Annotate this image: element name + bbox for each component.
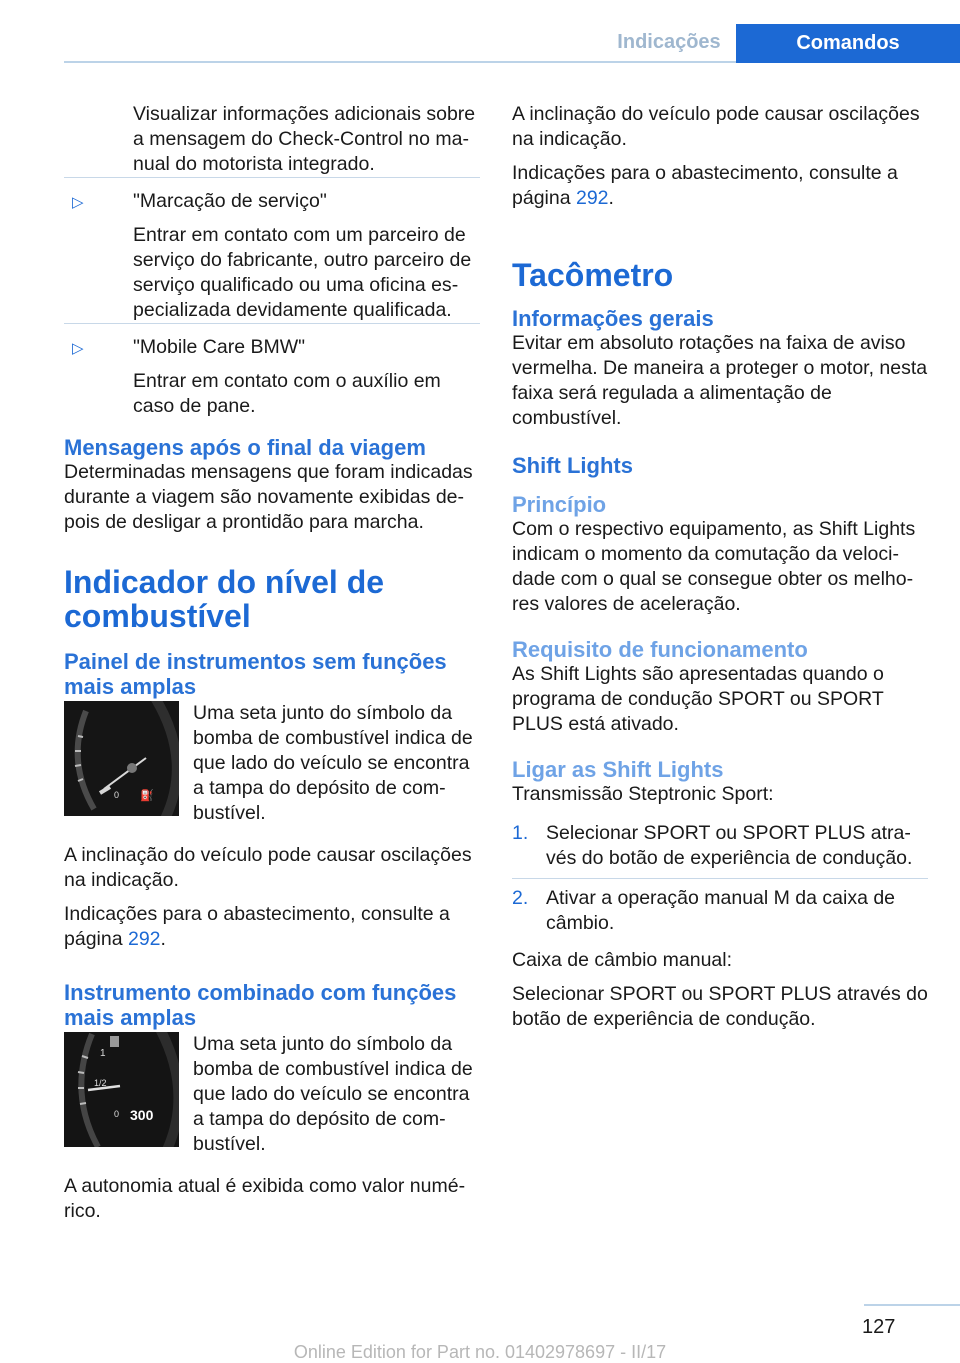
section-heading: Shift Lights xyxy=(512,453,633,478)
paragraph: A inclinação do veículo pode causar oscilações na indicação. xyxy=(512,103,920,150)
page-link[interactable]: 292 xyxy=(575,187,609,209)
text: . xyxy=(160,928,166,950)
combined-instrument-image xyxy=(64,1032,179,1147)
section-heading: Instrumento combinado com funções mais amplas xyxy=(64,980,457,1030)
paragraph: Transmissão Steptronic Sport: xyxy=(512,783,774,805)
page-number: 127 xyxy=(862,1316,896,1338)
svg-text:0: 0 xyxy=(114,1109,120,1119)
bullet-text: Entrar em contato com um parceiro de serviço do fabricante, outro parceiro de serviço qualificado ou uma oficina especializada devidamente qualificada. xyxy=(133,224,472,321)
left-column xyxy=(64,102,480,1233)
text: Indicações para o abastecimento, consulte a página xyxy=(512,162,898,209)
paragraph xyxy=(64,902,480,952)
paragraph: A inclinação do veículo pode causar oscilações na indicação. xyxy=(64,844,472,891)
step-text: Ativar a operação manual M da caixa de câmbio. xyxy=(546,887,896,934)
divider xyxy=(64,323,480,324)
bullet-item xyxy=(64,189,480,323)
step-text: Selecionar SPORT ou SPORT PLUS através do botão de experiência de condução. xyxy=(546,822,913,869)
paragraph: As Shift Lights são apresentadas quando o programa de condução SPORT ou SPORT PLUS está ativado. xyxy=(512,663,884,735)
paragraph: Evitar em absoluto rotações na faixa de aviso vermelha. De maneira a proteger o motor, nesta faixa será regulada a alimentação de combustível. xyxy=(512,332,928,429)
page-link[interactable]: 292 xyxy=(127,928,161,950)
step-number: 1. xyxy=(512,822,529,844)
text: . xyxy=(608,187,614,209)
bullet-triangle-icon: ▷ xyxy=(72,340,84,357)
right-column xyxy=(512,102,928,1041)
text: Indicações para o abastecimento, consulte a página xyxy=(64,903,450,950)
bullet-triangle-icon: ▷ xyxy=(72,194,84,211)
footer-rule xyxy=(864,1304,960,1306)
paragraph: Determinadas mensagens que foram indicadas durante a viagem são novamente exibidas depois de desligar a prontidão para marcha. xyxy=(64,461,473,533)
paragraph: Selecionar SPORT ou SPORT PLUS através do botão de experiência de condução. xyxy=(512,983,928,1030)
divider xyxy=(64,177,480,178)
subsection-heading: Ligar as Shift Lights xyxy=(512,757,724,782)
paragraph: Com o respectivo equipamento, as Shift Lights indicam o momento da comutação da velocidade com o qual se consegue obter os melhores valores de aceleração. xyxy=(512,518,916,615)
edition-footer: Online Edition for Part no. 01402978697 - II/17 xyxy=(293,1342,667,1362)
fuel-gauge-icon xyxy=(64,1032,179,1147)
svg-text:300: 300 xyxy=(130,1107,154,1123)
section-heading: Mensagens após o final da viagem xyxy=(64,435,426,460)
svg-text:0: 0 xyxy=(114,790,120,800)
figure-row xyxy=(64,1032,480,1166)
section-heading: Painel de instrumentos sem funções mais amplas xyxy=(64,649,447,699)
subsection-heading: Princípio xyxy=(512,492,607,517)
fuel-gauge-image xyxy=(64,701,179,816)
tab-indicacoes[interactable]: Indicações xyxy=(617,31,721,53)
bullet-title: "Marcação de serviço" xyxy=(133,190,327,212)
section-heading: Informações gerais xyxy=(512,306,714,331)
paragraph: Caixa de câmbio manual: xyxy=(512,949,733,971)
paragraph: A autonomia atual é exibida como valor numérico. xyxy=(64,1175,466,1222)
numbered-step xyxy=(512,821,928,871)
svg-text:⛽: ⛽ xyxy=(140,789,154,802)
figure-row xyxy=(64,701,480,835)
chapter-heading: Indicador do nível de combustível xyxy=(64,564,385,634)
figure-caption: Uma seta junto do símbolo da bomba de combustível indica de que lado do veículo se encontra a tampa do depósito de combustível. xyxy=(193,702,473,824)
divider xyxy=(512,878,928,879)
step-number: 2. xyxy=(512,887,529,909)
subsection-heading: Requisito de funcionamento xyxy=(512,637,808,662)
bullet-item xyxy=(64,335,480,419)
fuel-gauge-icon xyxy=(64,701,179,816)
chapter-heading: Tacômetro xyxy=(512,257,674,293)
tab-comandos[interactable]: Comandos xyxy=(736,24,960,63)
numbered-step xyxy=(512,886,928,936)
bullet-title: "Mobile Care BMW" xyxy=(133,336,306,358)
paragraph xyxy=(512,161,928,211)
svg-text:1: 1 xyxy=(100,1048,106,1059)
intro-paragraph: Visualizar informações adicionais sobre a mensagem do Check-Control no manual do motorista integrado. xyxy=(133,103,476,175)
bullet-text: Entrar em contato com o auxílio em caso de pane. xyxy=(133,370,441,417)
figure-caption: Uma seta junto do símbolo da bomba de combustível indica de que lado do veículo se encontra a tampa do depósito de combustível. xyxy=(193,1033,473,1155)
svg-text:1/2: 1/2 xyxy=(94,1078,107,1088)
